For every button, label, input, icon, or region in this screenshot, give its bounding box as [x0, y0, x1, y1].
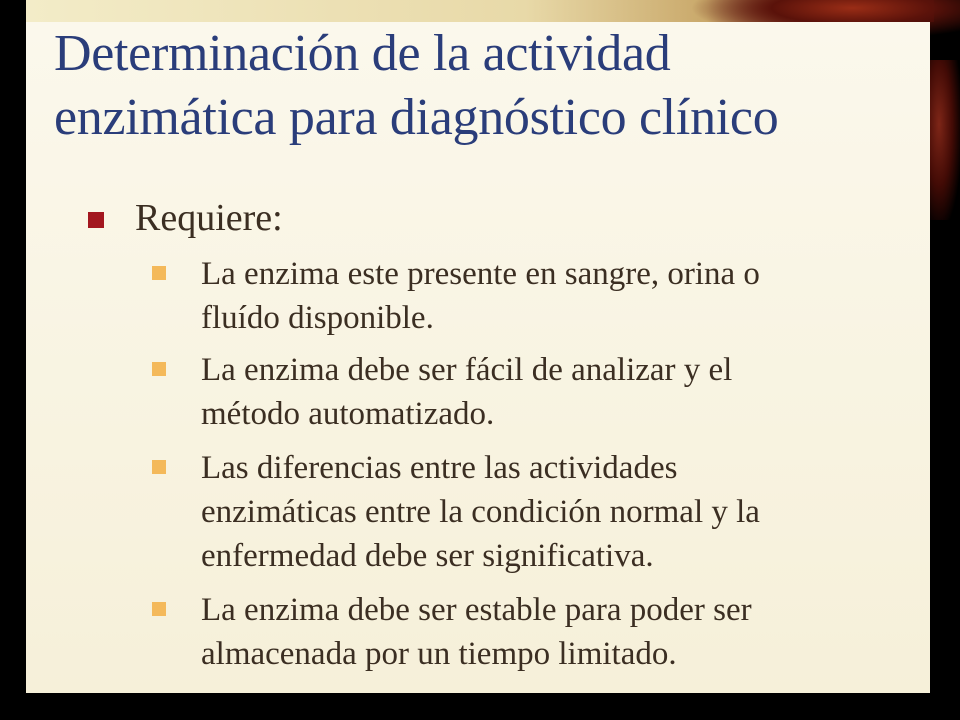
- sub-bullet-line: Las diferencias entre las actividades: [201, 450, 678, 486]
- sub-bullet-text: [201, 446, 901, 578]
- sub-bullet-line: enfermedad debe ser significativa.: [201, 538, 654, 574]
- square-bullet-icon: [152, 266, 166, 280]
- square-bullet-icon: [152, 602, 166, 616]
- sub-bullet-line: La enzima este presente en sangre, orina o: [201, 256, 760, 292]
- sub-bullet-text: [201, 252, 901, 340]
- bullet-label: Requiere:: [135, 197, 283, 239]
- sub-bullet-line: La enzima debe ser estable para poder ser: [201, 592, 752, 628]
- sub-bullet-line: La enzima debe ser fácil de analizar y el: [201, 352, 733, 388]
- right-decoration: [930, 60, 960, 220]
- bottom-frame: [0, 693, 960, 720]
- square-bullet-icon: [152, 460, 166, 474]
- square-bullet-icon: [152, 362, 166, 376]
- sub-bullet-line: almacenada por un tiempo limitado.: [201, 636, 677, 672]
- sub-bullet-text: [201, 348, 901, 436]
- sub-bullet-line: fluído disponible.: [201, 300, 434, 336]
- sub-bullet-line: enzimáticas entre la condición normal y la: [201, 494, 760, 530]
- square-bullet-icon: [88, 212, 104, 228]
- sub-bullet-text: [201, 588, 901, 676]
- title-line-1: Determinación de la actividad: [54, 25, 671, 82]
- sub-bullet-line: método automatizado.: [201, 396, 495, 432]
- left-frame: [0, 0, 26, 720]
- slide-title: [54, 22, 930, 150]
- title-line-2: enzimática para diagnóstico clínico: [54, 89, 779, 146]
- slide-canvas: [26, 22, 930, 693]
